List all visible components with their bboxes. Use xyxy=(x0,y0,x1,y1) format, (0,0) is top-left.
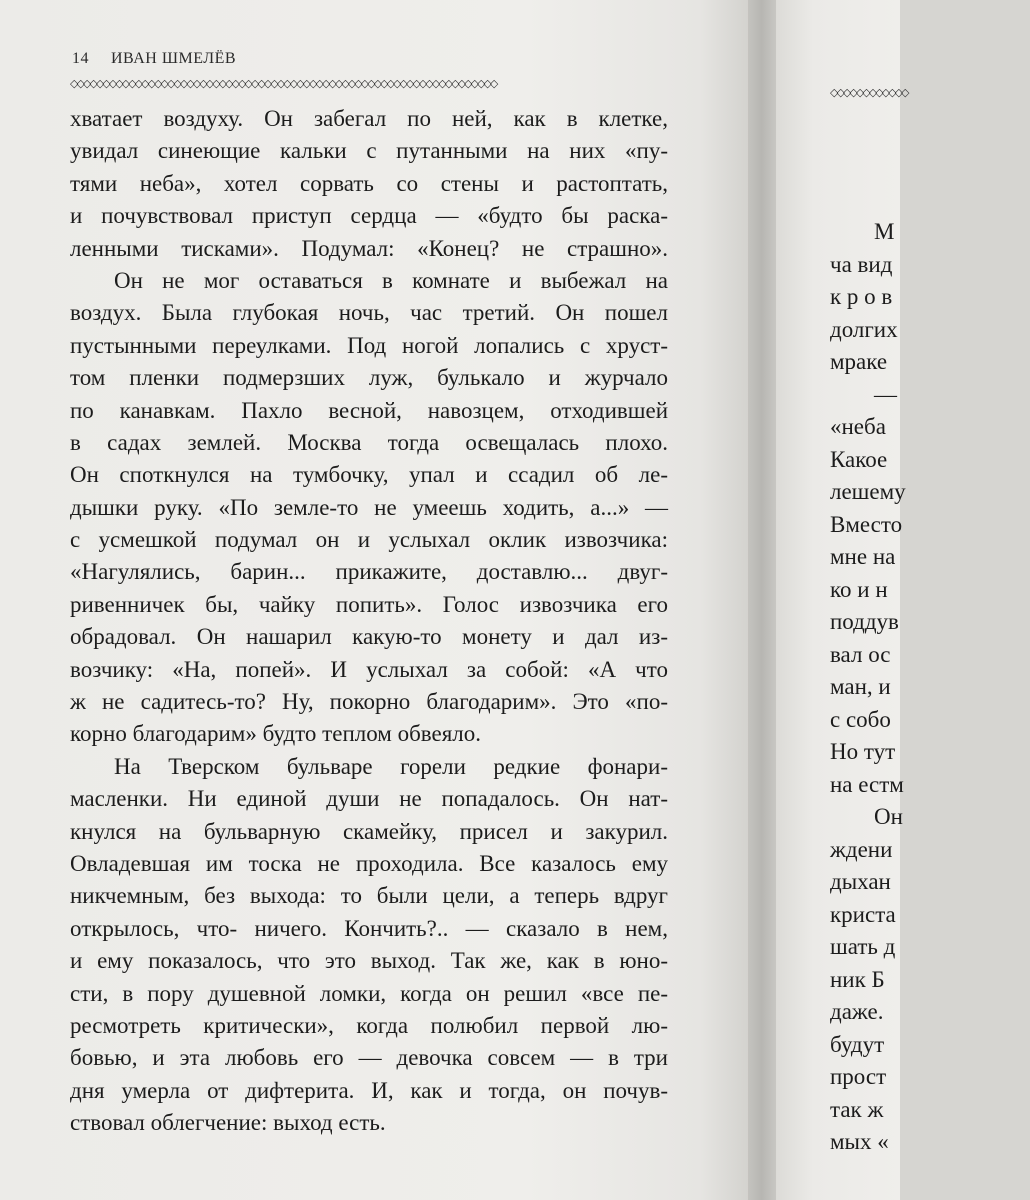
text-line: никчемным, без выхода: то были цели, а теперь вдруг xyxy=(70,883,668,909)
text-line: и почувствовал приступ сердца — «будто бы раска- xyxy=(70,203,668,229)
text-line: увидал синеющие кальки с путанными на них «пу- xyxy=(70,138,668,164)
ornament-rule: ◇◇◇◇◇◇◇◇◇◇◇◇◇◇◇◇◇◇◇◇◇◇◇◇◇◇◇◇◇◇◇◇◇◇◇◇◇◇◇◇◇◇◇◇◇◇◇◇◇◇◇◇◇◇◇◇◇◇◇◇◇◇◇◇◇◇ xyxy=(70,77,497,90)
right-text-line: на естм xyxy=(830,771,904,797)
page-number: 14 xyxy=(72,50,89,67)
right-text-line: М xyxy=(874,219,895,244)
right-text-line: прост xyxy=(830,1064,887,1089)
right-text-line: даже. xyxy=(830,999,884,1024)
right-text-line: лешему xyxy=(830,479,906,504)
text-line: ривенничек бы, чайку попить». Голос извозчика его xyxy=(70,591,668,617)
right-text-line: к р о в xyxy=(830,284,893,309)
text-line: воздух. Была глубокая ночь, час третий. Он пошел xyxy=(70,300,668,326)
right-text-line: будут xyxy=(830,1031,885,1057)
text-line: пустынными переулками. Под ногой лопались с хруст- xyxy=(70,332,668,358)
right-text-line: с собо xyxy=(830,706,891,732)
text-line: возчику: «На, попей». И услыхал за собой: «А что xyxy=(70,656,668,682)
right-text-line: ча вид xyxy=(830,251,893,277)
body-text xyxy=(70,103,668,1140)
text-line: обрадовал. Он нашарил какую-то монету и дал из- xyxy=(70,624,668,650)
text-line: в садах землей. Москва тогда освещалась плохо. xyxy=(70,429,668,455)
text-line: по канавкам. Пахло весной, навозцем, отходившей xyxy=(70,397,668,423)
text-line: кнулся на бульварную скамейку, присел и закурил. xyxy=(70,818,668,844)
text-line: ресмотреть критически», когда полюбил первой лю- xyxy=(70,1012,668,1038)
text-line: бовью, и эта любовь его — девочка совсем — в три xyxy=(70,1045,668,1071)
running-head xyxy=(72,50,236,68)
text-line: хватает воздуху. Он забегал по ней, как в клетке, xyxy=(70,106,668,131)
right-text-line: — xyxy=(874,381,897,407)
right-text-line: «неба xyxy=(830,414,886,439)
right-text-line: мне на xyxy=(830,544,896,569)
text-line: тями неба», хотел сорвать со стены и растоптать, xyxy=(70,170,668,196)
right-text-line: ник Б xyxy=(830,966,885,992)
text-line: «Нагулялись, барин... прикажите, доставлю... двуг- xyxy=(70,559,668,585)
right-text-line: мых « xyxy=(830,1129,889,1154)
right-text-line: Какое xyxy=(830,446,888,472)
text-line: Овладевшая им тоска не проходила. Все казалось ему xyxy=(70,850,668,876)
right-text-line: Но тут xyxy=(830,739,896,764)
author-name: ИВАН ШМЕЛЁВ xyxy=(111,50,237,67)
text-line: масленки. Ни единой души не попадалось. Он нат- xyxy=(70,786,668,812)
text-line: Он не мог оставаться в комнате и выбежал на xyxy=(114,267,668,293)
text-line: дня умерла от дифтерита. И, как и тогда, он почув- xyxy=(70,1077,668,1103)
text-line: и ему показалось, что это выход. Так же, как в юно- xyxy=(70,948,668,974)
text-line: открылось, что- ничего. Кончить?.. — сказало в нем, xyxy=(70,915,668,941)
text-line: ленными тисками». Подумал: «Конец? не страшно». xyxy=(70,235,668,261)
right-text-line: криста xyxy=(830,901,896,927)
right-page xyxy=(776,0,908,1200)
right-body-text xyxy=(830,216,1030,1159)
text-line: том пленки подмерзших луж, булькало и журчало xyxy=(70,365,668,391)
right-text-line: долгих xyxy=(830,316,898,342)
right-ornament-rule: ◇◇◇◇◇◇◇◇◇◇◇◇ xyxy=(830,86,908,99)
text-line: Он споткнулся на тумбочку, упал и ссадил об ле- xyxy=(70,462,668,488)
right-text-line: мраке xyxy=(830,349,888,374)
text-line: корно благодарим» будто теплом обвеяло. xyxy=(70,721,482,747)
right-text-line: поддув xyxy=(830,609,899,634)
right-text-line: Вместо xyxy=(830,511,903,537)
right-text-line: Он xyxy=(874,804,903,829)
text-line: сти, в пору душевной ломки, когда он решил «все пе- xyxy=(70,980,668,1006)
right-text-line: дыхан xyxy=(830,869,891,894)
right-text-line: шать д xyxy=(830,934,896,959)
right-text-line: ман, и xyxy=(830,674,891,699)
text-line: с усмешкой подумал он и услыхал оклик извозчика: xyxy=(70,527,668,553)
right-text-line: ко и н xyxy=(830,576,888,602)
right-text-line: так ж xyxy=(830,1096,884,1122)
text-line: На Тверском бульваре горели редкие фонари- xyxy=(114,753,668,779)
right-text-line: ждени xyxy=(830,836,893,862)
text-line: ж не садитесь-то? Ну, покорно благодарим». Это «по- xyxy=(70,689,668,715)
right-text-line: вал ос xyxy=(830,641,891,667)
text-line: дышки руку. «По земле-то не умеешь ходить, а...» — xyxy=(70,494,668,520)
text-line: ствовал облегчение: выход есть. xyxy=(70,1110,386,1136)
